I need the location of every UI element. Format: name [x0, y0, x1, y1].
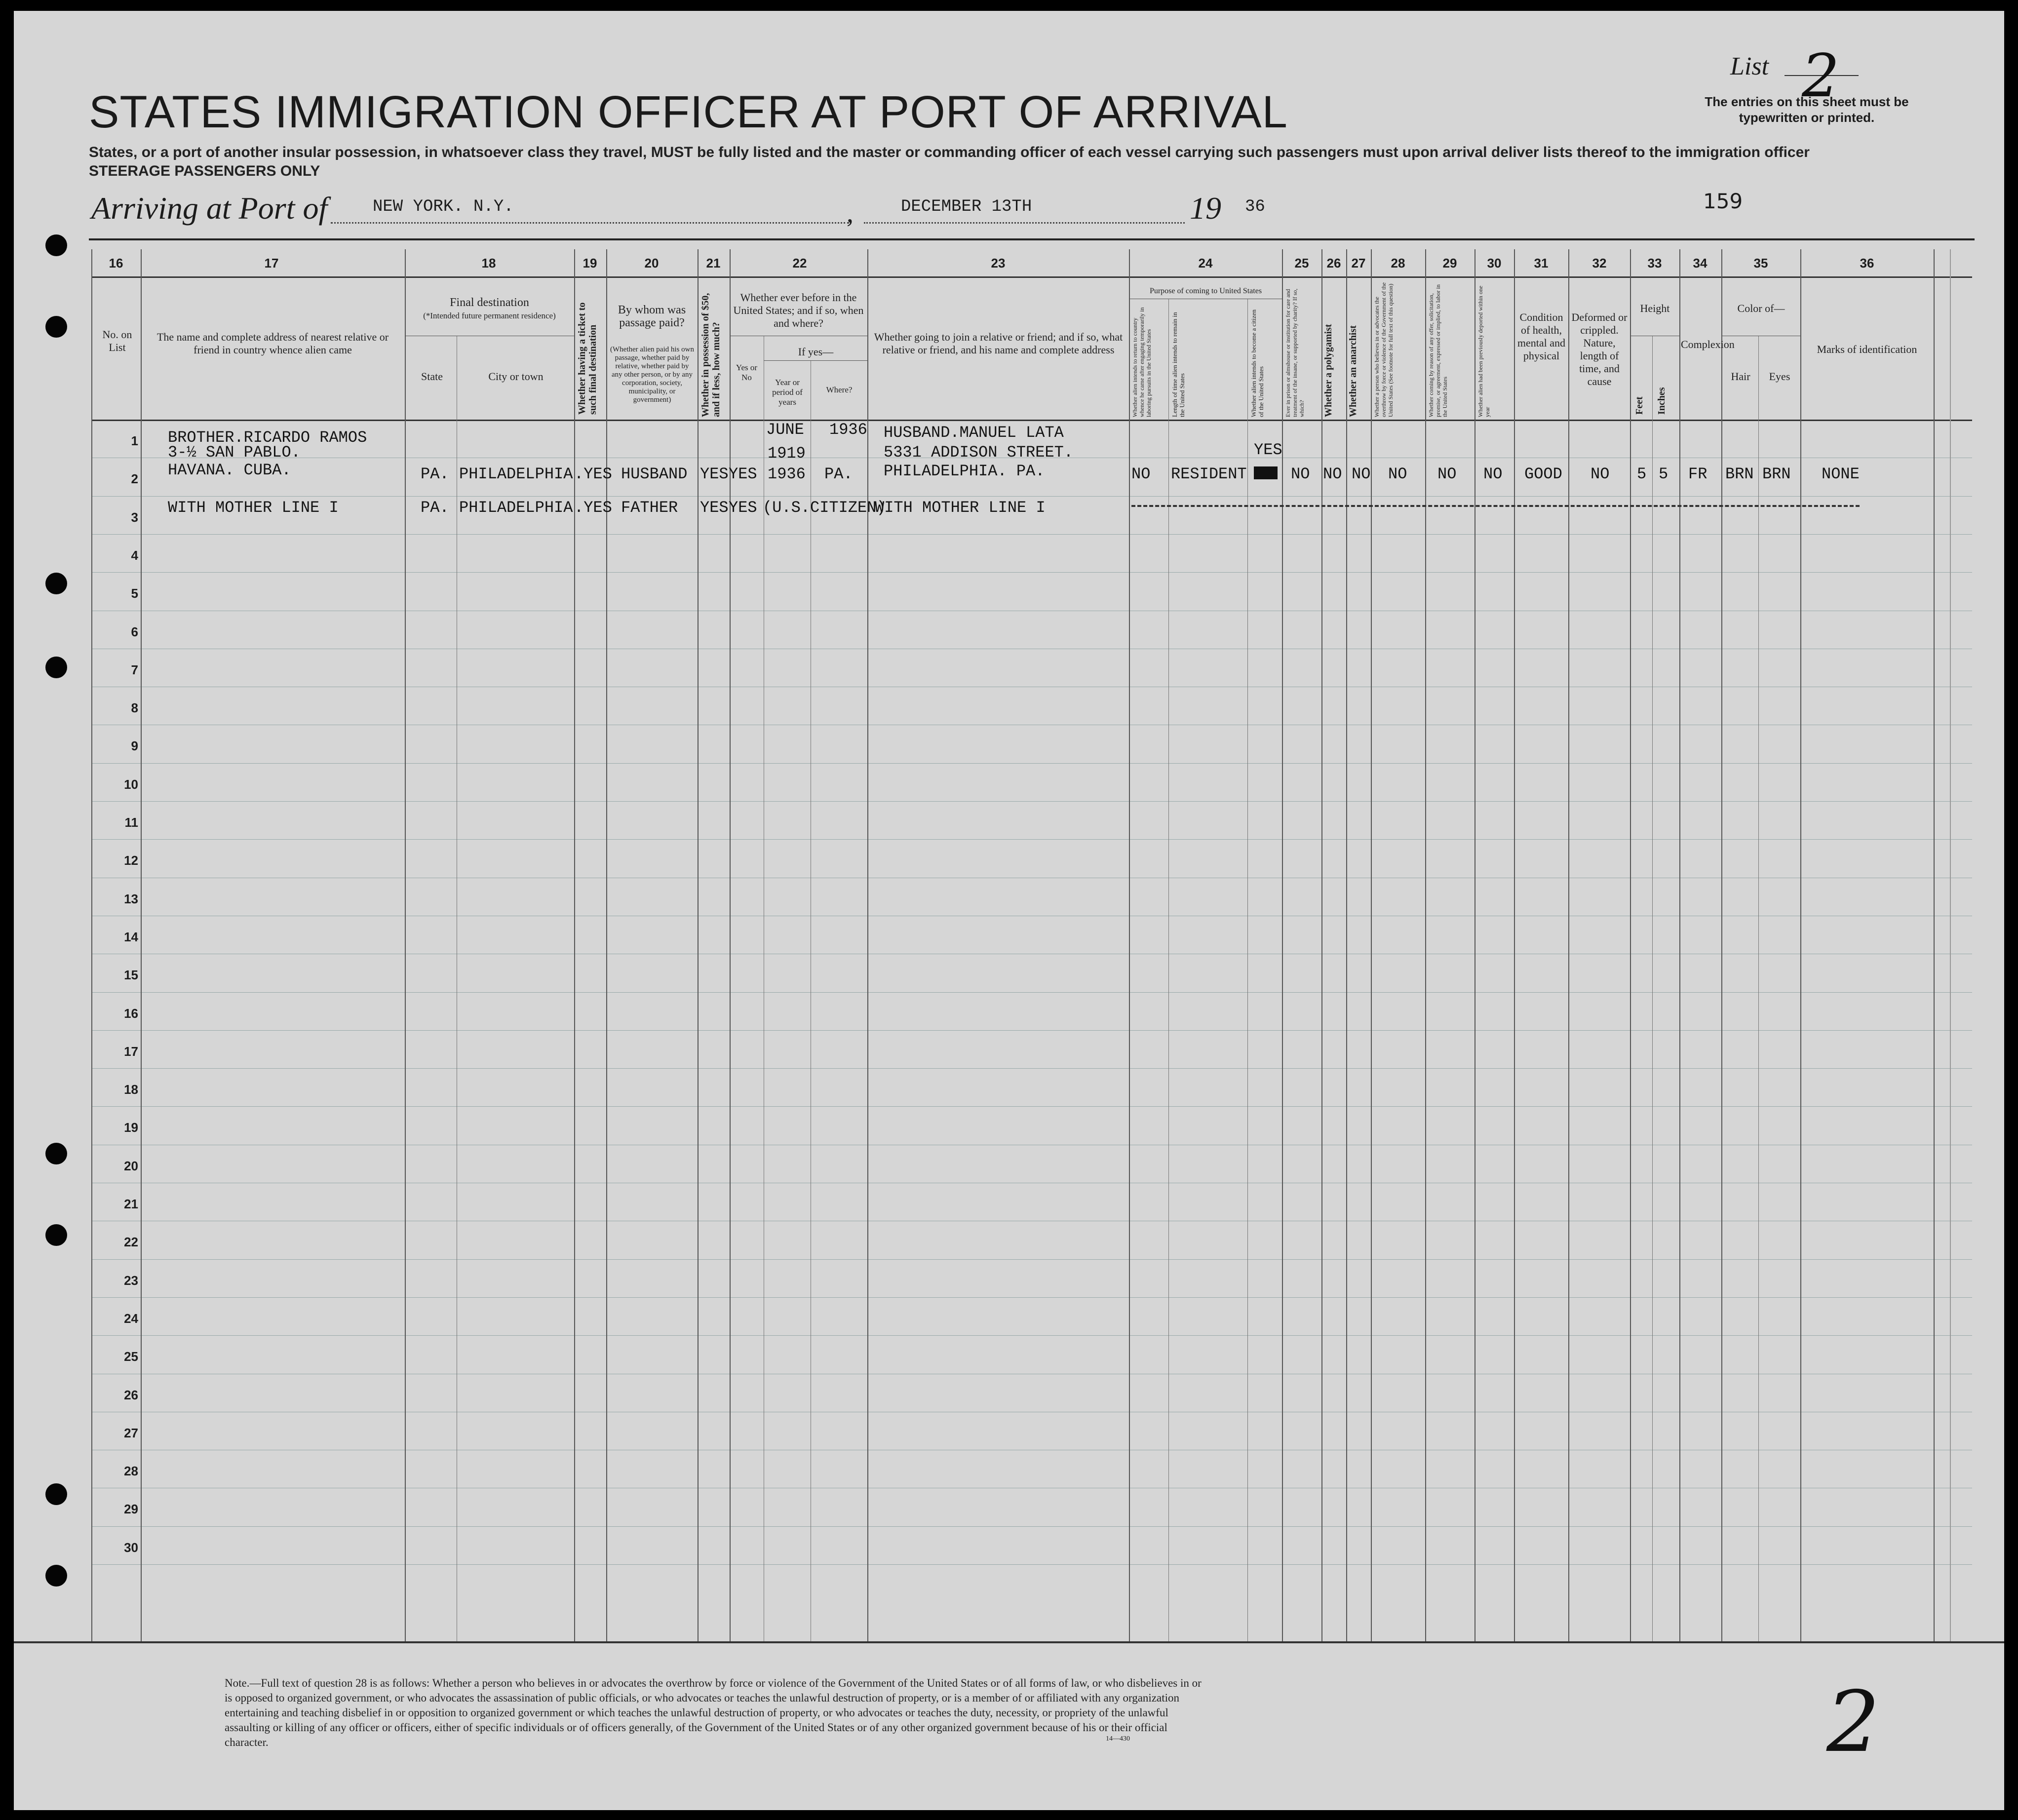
- row-number: 25: [124, 1349, 138, 1364]
- row1-polygamist: NO: [1323, 465, 1342, 483]
- row2-ticket: .YES: [574, 499, 612, 517]
- page-title: STATES IMMIGRATION OFFICER AT PORT OF ARRIVAL: [89, 87, 1288, 137]
- row2-before-detail: (U.S.CITIZEN): [763, 499, 886, 517]
- column-number: 34: [1693, 256, 1708, 271]
- column-divider: [1168, 299, 1169, 1641]
- row1-eyes: BRN: [1762, 465, 1791, 483]
- header-city: City or town: [488, 370, 543, 383]
- header-list-number: No. on List: [102, 328, 132, 353]
- header-where: Where?: [826, 385, 853, 394]
- handwritten-page-mark: 2: [1826, 1673, 1880, 1771]
- header-yes-no: Yes or No: [736, 363, 758, 382]
- row1-possession: YES: [700, 465, 729, 483]
- row2-before-yesno: YES: [729, 499, 757, 517]
- header-if-yes: If yes—: [798, 346, 834, 358]
- column-divider: [1800, 249, 1801, 1641]
- column-divider: [1129, 249, 1130, 1641]
- row1-before-where2: PA.: [824, 465, 853, 483]
- column-divider: [1679, 249, 1680, 1641]
- row1-hair: BRN: [1725, 465, 1754, 483]
- column-divider: [1652, 336, 1653, 1641]
- row-number: 13: [124, 891, 138, 906]
- header-state: State: [421, 370, 443, 383]
- row1-inches: 5: [1659, 465, 1669, 483]
- row1-feet: 5: [1637, 465, 1647, 483]
- row2-relative: WITH MOTHER LINE I: [168, 499, 339, 517]
- column-divider: [91, 249, 92, 1641]
- row-rule: [91, 801, 1972, 802]
- column-number: 18: [481, 256, 496, 271]
- column-divider: [1568, 249, 1569, 1641]
- header-final-destination: Final destination: [450, 296, 529, 309]
- row-number: 29: [124, 1502, 138, 1517]
- row-number: 9: [131, 738, 138, 754]
- row-rule: [91, 1335, 1972, 1336]
- header-bottom-rule: [91, 420, 1972, 421]
- header-inches: Inches: [1656, 387, 1667, 415]
- row-number: 3: [131, 509, 138, 525]
- row1-q28: NO: [1388, 465, 1407, 483]
- row1-q30: NO: [1483, 465, 1503, 483]
- column-divider: [606, 249, 607, 1641]
- row2-city: PHILADELPHIA: [459, 499, 573, 517]
- row1-citizen: YES: [1254, 441, 1282, 459]
- row-number: 5: [131, 586, 138, 601]
- instructions-line: States, or a port of another insular possession, in whatsoever class they travel, MUST be fully listed and the master or commanding officer of each vessel carrying such passengers must upon arrival deliver lists thereof to the immigration officer: [89, 144, 1810, 160]
- header-ticket: Whether having a ticket to such final destination: [577, 302, 598, 415]
- form-code: 14—430: [1106, 1735, 1130, 1743]
- row1-before-yesno: YES: [729, 465, 757, 483]
- column-divider: [1371, 249, 1372, 1641]
- row-number: 16: [124, 1006, 138, 1021]
- row-number: 30: [124, 1540, 138, 1555]
- list-label: List: [1730, 52, 1769, 80]
- port-value: NEW YORK. N.Y.: [373, 197, 514, 216]
- column-number: 21: [706, 256, 721, 271]
- redaction-mark: [1254, 466, 1278, 479]
- column-divider: [1247, 299, 1248, 1641]
- row2-dash-line: [1131, 505, 1860, 507]
- row1-relative-line1: BROTHER.RICARDO RAMOS: [168, 428, 367, 447]
- header-possession: Whether in possession of $50, and if less, how much?: [700, 293, 722, 417]
- row-number: 8: [131, 700, 138, 716]
- row-number: 2: [131, 471, 138, 487]
- column-number: 24: [1198, 256, 1213, 271]
- row1-deformed: NO: [1591, 465, 1610, 483]
- row1-state: PA.: [421, 465, 449, 483]
- row-rule: [91, 992, 1972, 993]
- row-number: 22: [124, 1235, 138, 1250]
- header-marks: Marks of identification: [1817, 343, 1917, 355]
- row-rule: [91, 1259, 1972, 1260]
- header-passage-paid-note: (Whether alien paid his own passage, whether paid by relative, whether paid by any other person, or by any corporation, society, municipality, or government): [610, 346, 694, 404]
- column-number: 25: [1294, 256, 1309, 271]
- passenger-class: STEERAGE PASSENGERS ONLY: [89, 163, 320, 179]
- column-divider: [1630, 249, 1631, 1641]
- separator: ,: [847, 198, 854, 229]
- row-number: 18: [124, 1082, 138, 1097]
- header-color-of: Color of—: [1737, 302, 1785, 314]
- year-prefix: 19: [1190, 191, 1221, 226]
- arrival-date: DECEMBER 13TH: [901, 197, 1032, 216]
- column-divider: [1721, 249, 1722, 1641]
- column-number: 19: [582, 256, 597, 271]
- column-number: 33: [1647, 256, 1662, 271]
- header-labor-offer: Whether coming by reason of any offer, solicitation, promise, or agreement, expressed or implied, to labor in the United States: [1428, 284, 1448, 417]
- row1-join-line3: PHILADELPHIA. PA.: [884, 462, 1045, 480]
- header-height: Height: [1640, 302, 1670, 314]
- header-return: Whether alien intends to return to country whence he came after engaging temporarily in laboring pursuits in the United States: [1131, 307, 1152, 417]
- row-rule: [91, 1068, 1972, 1069]
- header-deformed: Deformed or crippled. Nature, length of time, and cause: [1571, 311, 1628, 387]
- header-become-citizen: Whether alien intends to become a citizen of the United States: [1250, 309, 1265, 417]
- row-rule: [91, 763, 1972, 764]
- header-complexion: Complexion: [1681, 338, 1735, 350]
- header-passage-paid: By whom was passage paid?: [618, 304, 686, 329]
- header-eyes: Eyes: [1769, 370, 1790, 383]
- row1-length: RESIDENT: [1171, 465, 1247, 483]
- list-number: 2: [1802, 42, 1840, 111]
- row1-join-line1: HUSBAND.MANUEL LATA: [884, 424, 1064, 442]
- footnote-question-28: Note.—Full text of question 28 is as follows: Whether a person who believes in or advocates the overthrow by force or violence of the Government of the United States or of all forms of law, or who disbelieves in or is opposed to organized government, or who advocates the assassination of public officials, or who advocates or teaches the unlawful destruction of property, or is a member of or affiliated with any organization entertaining and teaching disbelief in or opposition to organized government or which teaches the unlawful destruction of property, or who advocates or teaches the duty, necessity, or propriety of the unlawful assaulting or killing of any officer or officers, either of specific individuals or of officers generally, of the Government of the United States or of any other organized government because of his or their official character.: [225, 1677, 1202, 1748]
- header-length-of-stay: Length of time alien intends to remain in the United States: [1171, 312, 1186, 417]
- column-divider: [1514, 249, 1515, 1641]
- row2-join: WITH MOTHER LINE I: [875, 499, 1046, 517]
- row-number: 15: [124, 968, 138, 983]
- column-number: 17: [264, 256, 279, 271]
- header-final-destination-note: (*Intended future permanent residence): [423, 311, 556, 320]
- row1-before-where1: 1936: [829, 421, 867, 439]
- header-relative: The name and complete address of nearest relative or friend in country whence alien came: [156, 331, 389, 356]
- column-number: 26: [1326, 256, 1341, 271]
- row-number: 26: [124, 1387, 138, 1402]
- entries-note: The entries on this sheet must be typewritten or printed.: [1705, 94, 1909, 125]
- column-number: 23: [991, 256, 1006, 271]
- row1-prison: NO: [1291, 465, 1310, 483]
- row-rule: [91, 1106, 1972, 1107]
- row-number: 1: [131, 433, 138, 448]
- column-number: 30: [1487, 256, 1502, 271]
- header-join-relative: Whether going to join a relative or friend; and if so, what relative or friend, and his name and complete address: [874, 331, 1123, 356]
- row1-q29: NO: [1437, 465, 1457, 483]
- column-divider: [867, 249, 868, 1641]
- column-divider: [141, 249, 142, 1641]
- row1-ticket: .YES: [574, 465, 612, 483]
- column-number: 35: [1753, 256, 1768, 271]
- row-number: 10: [124, 776, 138, 792]
- row1-before-year1: JUNE: [766, 421, 804, 439]
- row1-health: GOOD: [1524, 465, 1562, 483]
- row1-city: PHILADELPHIA: [459, 465, 573, 483]
- right-margin: [1950, 249, 1995, 1641]
- column-divider: [1346, 249, 1347, 1641]
- page-number: 159: [1703, 189, 1743, 213]
- column-divider: [730, 249, 731, 1641]
- row-number: 19: [124, 1120, 138, 1135]
- column-number: 16: [109, 256, 123, 271]
- row-number: 28: [124, 1464, 138, 1479]
- row-rule: [91, 572, 1972, 573]
- column-number: 22: [792, 256, 807, 271]
- row1-before-year3: 1936: [768, 465, 806, 483]
- row-number: 23: [124, 1273, 138, 1288]
- arriving-label: Arriving at Port of: [91, 191, 328, 226]
- column-number: 20: [644, 256, 659, 271]
- row-rule: [91, 1297, 1972, 1298]
- row-number: 12: [124, 853, 138, 868]
- row-number: 6: [131, 624, 138, 639]
- column-number: 27: [1351, 256, 1366, 271]
- row-rule: [91, 496, 1972, 497]
- row1-complexion: FR: [1688, 465, 1708, 483]
- row1-relative-line3: HAVANA. CUBA.: [168, 461, 291, 479]
- column-number: 36: [1860, 256, 1874, 271]
- row-rule: [91, 839, 1972, 840]
- row2-paid-by: FATHER: [621, 499, 678, 517]
- column-divider: [1934, 249, 1935, 1641]
- row-number: 17: [124, 1044, 138, 1059]
- year-suffix: 36: [1245, 197, 1265, 216]
- column-divider: [405, 249, 406, 1641]
- row-number: 14: [124, 929, 138, 944]
- row1-marks: NONE: [1822, 465, 1860, 483]
- row-number: 20: [124, 1158, 138, 1173]
- row1-before-year2: 1919: [768, 444, 806, 463]
- footer-rule: [14, 1641, 2004, 1643]
- row2-possession: YES: [700, 499, 729, 517]
- row-number: 21: [124, 1197, 138, 1211]
- row-rule: [91, 534, 1972, 535]
- column-divider: [698, 249, 699, 1641]
- header-anarchist: Whether an anarchist: [1348, 325, 1358, 417]
- header-deported: Whether alien had been previously deported within one year: [1477, 285, 1491, 417]
- column-divider: [1758, 336, 1759, 1641]
- header-health: Condition of health, mental and physical: [1517, 311, 1566, 362]
- header-polygamist: Whether a polygamist: [1323, 324, 1334, 417]
- column-divider: [1425, 249, 1426, 1641]
- row-rule: [91, 1564, 1972, 1565]
- column-divider: [1321, 249, 1322, 1641]
- header-feet: Feet: [1634, 396, 1645, 415]
- column-number: 31: [1534, 256, 1549, 271]
- header-purpose: Purpose of coming to United States: [1149, 287, 1262, 295]
- row1-join-line2: 5331 ADDISON STREET.: [884, 443, 1074, 462]
- row-number: 24: [124, 1311, 138, 1326]
- row-number: 27: [124, 1425, 138, 1440]
- header-before-us: Whether ever before in the United States; and if so, when and where?: [733, 291, 864, 329]
- row-number: 11: [124, 815, 138, 830]
- header-hair: Hair: [1731, 370, 1750, 383]
- header-question-28: Whether a person who believes in or advocates the overthrow by force or violence of the Government of the United States (See footnote for full text of this question): [1373, 282, 1394, 417]
- column-divider: [574, 249, 575, 1641]
- row-number: 4: [131, 547, 138, 563]
- header-prison: Ever in prison or almshouse or institution for care and treatment of the insane, or supported by charity? If so, which?: [1284, 288, 1305, 417]
- row2-state: PA.: [421, 499, 449, 517]
- column-number: 29: [1442, 256, 1457, 271]
- column-number: 32: [1592, 256, 1607, 271]
- row-rule: [91, 1526, 1972, 1527]
- header-year: Year or period of years: [772, 378, 803, 407]
- column-number: 28: [1391, 256, 1405, 271]
- colnum-rule: [91, 276, 1972, 278]
- row-rule: [91, 1030, 1972, 1031]
- subheader-rule: [764, 360, 867, 361]
- row1-return: NO: [1131, 465, 1151, 483]
- row1-paid-by: HUSBAND: [621, 465, 688, 483]
- row1-relative-line2: 3-½ SAN PABLO.: [168, 443, 301, 462]
- row-number: 7: [131, 662, 138, 677]
- row1-anarchist: NO: [1352, 465, 1371, 483]
